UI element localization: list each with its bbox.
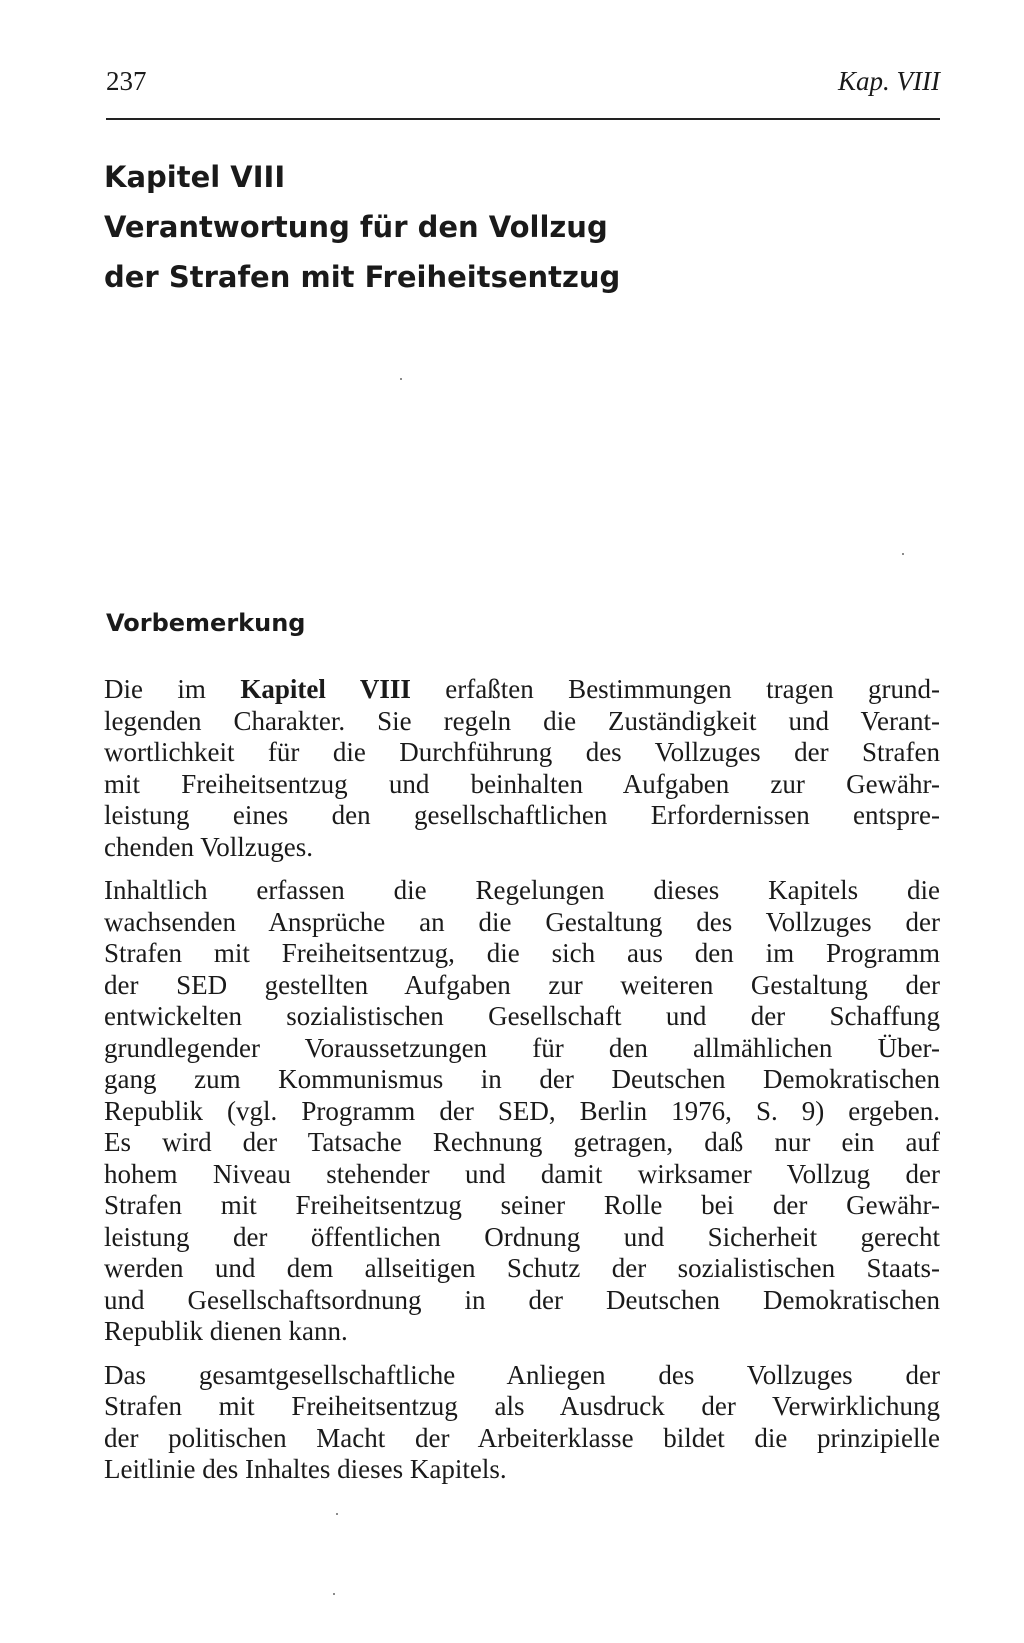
emphasis-kapitel: Kapitel VIII bbox=[240, 674, 411, 704]
scan-speck bbox=[400, 378, 402, 380]
page-number: 237 bbox=[106, 66, 147, 96]
text-line: mit Freiheitsentzug und beinhalten Aufgaben zur Gewähr- bbox=[104, 768, 940, 799]
text-line: wachsenden Ansprüche an die Gestaltung des Vollzuges der bbox=[104, 906, 940, 937]
chapter-heading bbox=[104, 152, 944, 302]
text-line: der politischen Macht der Arbeiterklasse bildet die prinzipielle bbox=[104, 1422, 940, 1453]
text-line: entwickelten sozialistischen Gesellschaft und der Schaffung bbox=[104, 1001, 940, 1031]
text-line: Inhaltlich erfassen die Regelungen dieses Kapitels die bbox=[104, 875, 940, 905]
text-line: Strafen mit Freiheitsentzug als Ausdruck der Verwirklichung bbox=[104, 1391, 940, 1421]
text-line: Es wird der Tatsache Rechnung getragen, daß nur ein auf bbox=[104, 1127, 940, 1157]
text-line: hohem Niveau stehender und damit wirksamer Vollzug der bbox=[104, 1158, 940, 1189]
text-line: legenden Charakter. Sie regeln die Zuständigkeit und Verant- bbox=[104, 705, 940, 736]
chapter-label: Kapitel VIII bbox=[104, 160, 286, 194]
running-head bbox=[106, 66, 940, 106]
text-line: Republik dienen kann. bbox=[104, 1316, 348, 1346]
text-line: leistung eines den gesellschaftlichen Erfordernissen entspre- bbox=[104, 800, 940, 830]
text-line: Leitlinie des Inhaltes dieses Kapitels. bbox=[104, 1454, 507, 1484]
text-line: und Gesellschaftsordnung in der Deutschen Demokratischen bbox=[104, 1284, 940, 1315]
header-rule bbox=[106, 118, 940, 120]
text-line: der SED gestellten Aufgaben zur weiteren Gestaltung der bbox=[104, 969, 940, 1000]
running-title: Kap. VIII bbox=[838, 66, 940, 96]
text-run: Die im bbox=[104, 674, 241, 704]
paragraph-1 bbox=[104, 674, 940, 863]
text-line: wortlichkeit für die Durchführung des Vollzuges der Strafen bbox=[104, 737, 940, 767]
chapter-title-line-2: der Strafen mit Freiheitsentzug bbox=[104, 260, 621, 294]
scan-speck bbox=[333, 1593, 335, 1595]
section-heading: Vorbemerkung bbox=[106, 609, 306, 637]
paragraph-2 bbox=[104, 875, 940, 1348]
body-text bbox=[104, 674, 940, 1498]
text-line: grundlegender Voraussetzungen für den allmählichen Über- bbox=[104, 1032, 940, 1063]
text-line: gang zum Kommunismus in der Deutschen Demokratischen bbox=[104, 1064, 940, 1094]
scan-speck bbox=[336, 1513, 338, 1515]
text-line: werden und dem allseitigen Schutz der sozialistischen Staats- bbox=[104, 1253, 940, 1283]
text-line: Strafen mit Freiheitsentzug seiner Rolle bei der Gewähr- bbox=[104, 1190, 940, 1220]
text-line: Das gesamtgesellschaftliche Anliegen des Vollzuges der bbox=[104, 1359, 940, 1390]
scan-speck bbox=[902, 553, 904, 555]
paragraph-3 bbox=[104, 1360, 940, 1486]
text-line: Republik (vgl. Programm der SED, Berlin 1976, S. 9) ergeben. bbox=[104, 1095, 940, 1126]
text-run: erfaßten Bestimmungen tragen grund- bbox=[410, 674, 940, 704]
chapter-title-line-1: Verantwortung für den Vollzug bbox=[104, 210, 608, 244]
text-line: Strafen mit Freiheitsentzug, die sich aus den im Programm bbox=[104, 938, 940, 968]
text-line bbox=[104, 674, 940, 706]
text-line: chenden Vollzuges. bbox=[104, 831, 313, 862]
text-line: leistung der öffentlichen Ordnung und Sicherheit gerecht bbox=[104, 1221, 940, 1252]
